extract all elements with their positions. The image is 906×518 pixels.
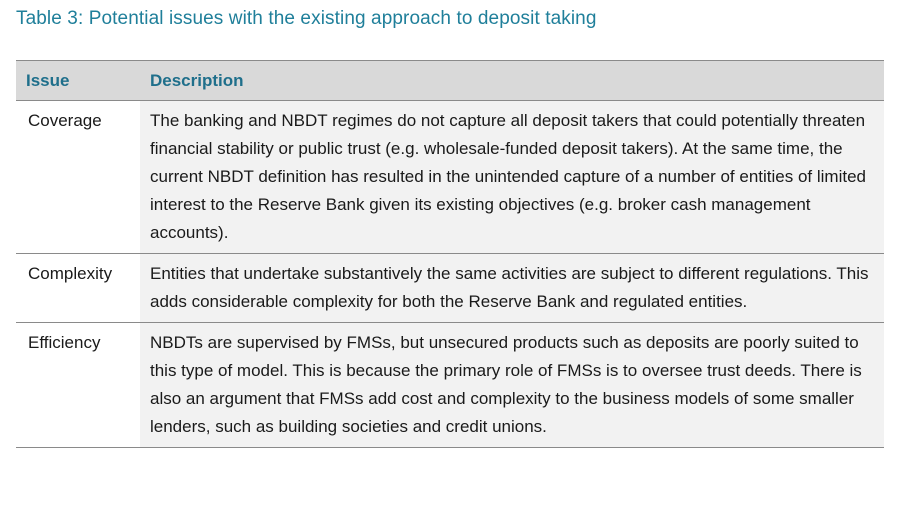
description-cell-efficiency: NBDTs are supervised by FMSs, but unsecured products such as deposits are poorly suited to this type of model. This is because the primary role of FMSs is to oversee trust deeds. There is also an argument that FMSs add cost and complexity to the business models of some smaller lenders, such as building societies and credit unions.	[140, 323, 884, 448]
table-row	[16, 323, 884, 448]
description-cell-coverage: The banking and NBDT regimes do not capture all deposit takers that could potentially threaten financial stability or public trust (e.g. wholesale-funded deposit takers). At the same time, the current NBDT definition has resulted in the unintended capture of a number of entities of limited interest to the Reserve Bank given its existing objectives (e.g. broker cash management accounts).	[140, 101, 884, 254]
table-row	[16, 101, 884, 254]
table-header-row	[16, 61, 884, 101]
issues-table	[16, 60, 884, 448]
issue-cell-coverage: Coverage	[16, 101, 140, 254]
issue-cell-complexity: Complexity	[16, 254, 140, 323]
issue-cell-efficiency: Efficiency	[16, 323, 140, 448]
table-row	[16, 254, 884, 323]
table-caption: Table 3: Potential issues with the existing approach to deposit taking	[16, 8, 597, 29]
header-description: Description	[140, 61, 884, 101]
header-issue: Issue	[16, 61, 140, 101]
description-cell-complexity: Entities that undertake substantively the same activities are subject to different regulations. This adds considerable complexity for both the Reserve Bank and regulated entities.	[140, 254, 884, 323]
